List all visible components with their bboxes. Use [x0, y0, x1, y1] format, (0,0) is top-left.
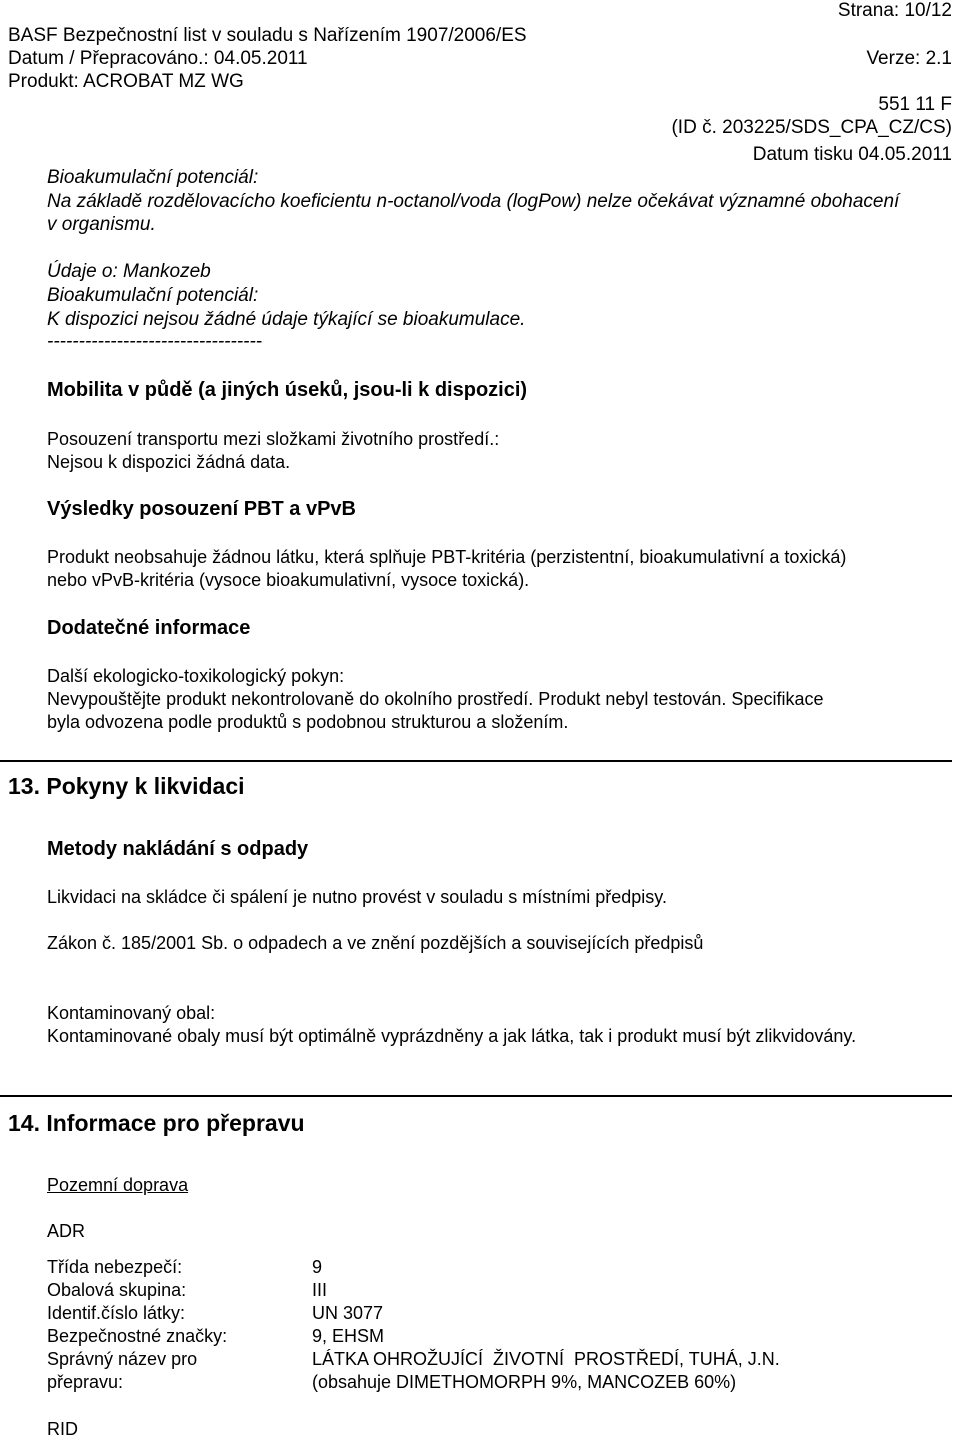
transport-row-value: UN 3077 — [312, 1303, 384, 1323]
bio-label-1: Bioakumulační potenciál: — [47, 167, 259, 188]
transport-row-label: Bezpečnostné značky: — [47, 1326, 228, 1346]
version: Verze: 2.1 — [866, 48, 952, 69]
mobility-heading: Mobilita v půdě (a jiných úseků, jsou-li k dispozici) — [47, 379, 528, 401]
additional-line-1: Nevypouštějte produkt nekontrolovaně do okolního prostředí. Produkt nebyl testován. Specifikace — [47, 689, 824, 709]
bio-text-2: K dispozici nejsou žádné údaje týkající se bioakumulace. — [47, 309, 526, 330]
pbt-line-1: Produkt neobsahuje žádnou látku, která splňuje PBT-kritéria (perzistentní, bioakumulativní a toxická) — [47, 547, 847, 567]
section-divider — [0, 1095, 952, 1097]
transport-row-label: Identif.číslo látky: — [47, 1303, 186, 1323]
adr-label: ADR — [47, 1221, 86, 1241]
document-title: BASF Bezpečnostní list v souladu s Nařízením 1907/2006/ES — [8, 25, 527, 46]
contaminated-packaging-text: Kontaminované obaly musí být optimálně vyprázdněny a jak látka, tak i produkt musí být zlikvidovány. — [47, 1026, 857, 1046]
page-number: Strana: 10/12 — [837, 0, 952, 21]
section-13-heading: 13. Pokyny k likvidaci — [8, 773, 245, 799]
transport-row-value: (obsahuje DIMETHOMORPH 9%, MANCOZEB 60%) — [312, 1372, 737, 1392]
additional-line-2: byla odvozena podle produktů s podobnou strukturou a složením. — [47, 712, 569, 732]
transport-row-label: přepravu: — [47, 1372, 124, 1392]
print-date: Datum tisku 04.05.2011 — [752, 144, 952, 165]
waste-methods-heading: Metody nakládání s odpady — [47, 838, 309, 860]
contaminated-packaging-label: Kontaminovaný obal: — [47, 1003, 216, 1023]
transport-row-value: 9, EHSM — [312, 1326, 385, 1346]
transport-row-value: 9 — [312, 1257, 323, 1277]
bio-text-1-line1: Na základě rozdělovacícho koeficientu n-octanol/voda (logPow) nelze očekávat významné obohacení — [47, 191, 900, 212]
transport-row-label: Třída nebezpečí: — [47, 1257, 183, 1277]
law-reference: Zákon č. 185/2001 Sb. o odpadech a ve znění pozdějších a souvisejících předpisů — [47, 933, 704, 953]
transport-row-value: III — [312, 1280, 328, 1300]
product-name: Produkt: ACROBAT MZ WG — [8, 71, 244, 92]
pbt-heading: Výsledky posouzení PBT a vPvB — [47, 498, 356, 520]
pbt-line-2: nebo vPvB-kritéria (vysoce bioakumulativní, vysoce toxická). — [47, 570, 530, 590]
product-code: 551 11 F — [878, 94, 952, 115]
document-id: (ID č. 203225/SDS_CPA_CZ/CS) — [671, 117, 952, 138]
additional-label: Další ekologicko-toxikologický pokyn: — [47, 666, 345, 686]
rid-label: RID — [47, 1419, 78, 1439]
transport-row-label: Správný název pro — [47, 1349, 198, 1369]
transport-row-value: LÁTKA OHROŽUJÍCÍ ŽIVOTNÍ PROSTŘEDÍ, TUHÁ, J.N. — [312, 1349, 780, 1369]
separator-dashes: ---------------------------------- — [47, 331, 263, 352]
land-transport-heading: Pozemní doprava — [47, 1175, 189, 1195]
bio-label-2: Bioakumulační potenciál: — [47, 285, 259, 306]
additional-heading: Dodatečné informace — [47, 617, 251, 639]
revision-date: Datum / Přepracováno.: 04.05.2011 — [8, 48, 308, 69]
disposal-text: Likvidaci na skládce či spálení je nutno provést v souladu s místními předpisy. — [47, 887, 667, 907]
transport-row-label: Obalová skupina: — [47, 1280, 187, 1300]
section-divider — [0, 760, 952, 762]
mobility-label: Posouzení transportu mezi složkami životního prostředí.: — [47, 429, 500, 449]
mankozeb-data: Údaje o: Mankozeb — [47, 261, 211, 282]
section-14-heading: 14. Informace pro přepravu — [8, 1110, 305, 1136]
mobility-text: Nejsou k dispozici žádná data. — [47, 452, 291, 472]
bio-text-1-line2: v organismu. — [47, 214, 156, 235]
